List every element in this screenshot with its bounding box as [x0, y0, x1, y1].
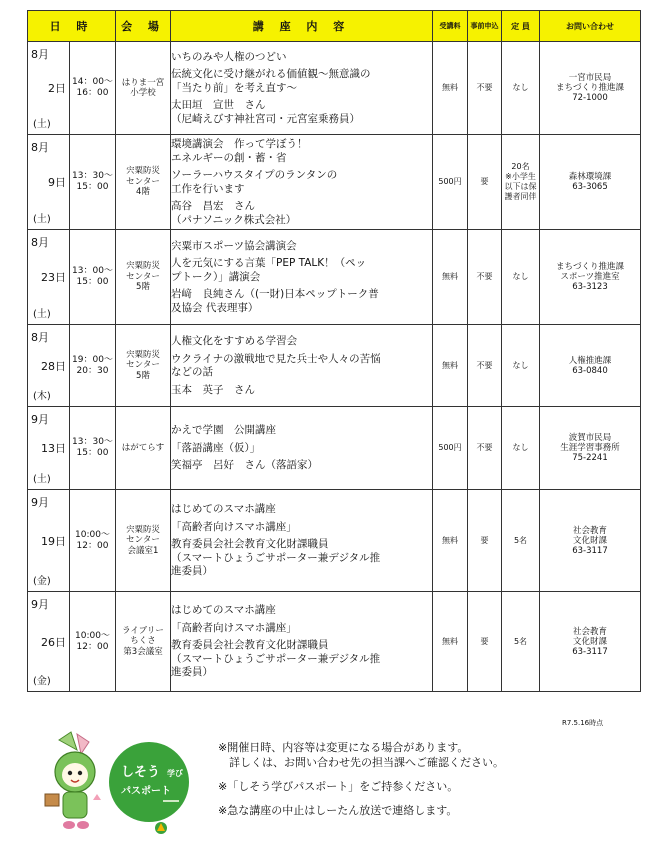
contact-cell — [540, 592, 641, 692]
capacity-cell-line: なし — [512, 272, 529, 281]
capacity-cell-line: 以下は保 — [504, 182, 537, 191]
header-apply: 事前申込 — [468, 11, 502, 42]
contact-cell — [540, 490, 641, 592]
mascot-icon — [45, 732, 101, 829]
venue-cell-line: 会議室1 — [127, 545, 159, 556]
date-cell — [28, 325, 70, 407]
content-line: 「高齢者向けスマホ講座」 — [171, 520, 297, 533]
content-line: 笑福亭 呂好 さん（落語家） — [171, 459, 318, 472]
content-line: 教育委員会社会教育文化財課職員 — [171, 538, 329, 551]
content-line: ウクライナの激戦地で見た兵士や人々の苦悩 — [171, 352, 381, 365]
contact-cell-line: 63-0840 — [572, 365, 608, 376]
date-day: 28日 — [41, 359, 66, 373]
header-capacity: 定 員 — [502, 11, 540, 42]
venue-cell-line: ちくさ — [130, 636, 156, 647]
contact-cell — [540, 230, 641, 325]
venue-cell-line: はりま一宮 — [121, 77, 165, 88]
date-month: 8月 — [31, 141, 49, 154]
content-cell — [171, 407, 433, 490]
contact-cell — [540, 325, 641, 407]
content-line: 人を元気にする言葉「PEP TALK！（ペッ — [171, 257, 367, 270]
date-month: 9月 — [31, 496, 49, 509]
note-2: 詳しくは、お問い合わせ先の担当課へご確認ください。 — [218, 756, 504, 769]
passport-text-1b: 学び — [167, 769, 183, 778]
capacity-cell-line: 5名 — [513, 535, 528, 545]
capacity-cell — [502, 592, 540, 692]
time-cell-line: 13：30～ — [72, 437, 113, 447]
capacity-cell-line: なし — [512, 83, 529, 92]
contact-cell-line: 63-3065 — [572, 182, 608, 192]
content-line: ソーラーハウスタイプのランタンの — [171, 169, 338, 181]
date-month: 8月 — [31, 48, 49, 61]
date-weekday: (土) — [33, 119, 51, 130]
time-cell-line: 16：00 — [76, 88, 109, 98]
header-row — [28, 11, 641, 42]
contact-cell-line: まちづくり推進課 — [556, 83, 624, 93]
content-line: 太田垣 宣世 さん — [171, 99, 266, 112]
contact-cell-line: 社会教育 — [572, 525, 607, 536]
time-cell-line: 12：00 — [76, 540, 109, 551]
notes — [218, 740, 504, 818]
content-line: 教育委員会社会教育文化財課職員 — [171, 639, 329, 652]
time-cell-line: 15：00 — [76, 448, 109, 458]
apply-cell: 要 — [468, 135, 502, 230]
venue-cell-line: 5階 — [136, 370, 150, 381]
content-line: 進委員） — [171, 666, 213, 679]
time-cell-line: 12：00 — [76, 641, 109, 652]
contact-cell-line: 生涯学習事務所 — [560, 443, 620, 453]
time-cell — [70, 407, 116, 490]
capacity-cell — [502, 490, 540, 592]
contact-cell-line: まちづくり推進課 — [556, 262, 624, 272]
content-cell — [171, 42, 433, 135]
time-cell-line: 13：30～ — [72, 171, 113, 181]
content-line: 環境講演会 作って学ぼう！ — [171, 138, 308, 150]
time-cell — [70, 230, 116, 325]
header-fee: 受講料 — [433, 11, 468, 42]
table-row — [28, 230, 641, 325]
content-line: エネルギーの創・蓄・省 — [171, 151, 287, 164]
content-cell — [171, 135, 433, 230]
content-line: いちのみや人権のつどい — [171, 50, 287, 63]
apply-cell: 不要 — [468, 230, 502, 325]
contact-cell — [540, 135, 641, 230]
date-weekday: (土) — [33, 474, 51, 485]
header-datetime: 日 時 — [28, 11, 116, 42]
table-row — [28, 42, 641, 135]
fee-cell: 500円 — [433, 407, 468, 490]
content-line: 宍粟市スポーツ協会講演会 — [171, 239, 297, 252]
note-1: ※開催日時、内容等は変更になる場合があります。 — [218, 741, 469, 754]
time-cell — [70, 490, 116, 592]
date-cell — [28, 135, 70, 230]
time-cell-line: 10:00～ — [75, 529, 110, 540]
note-4: ※急な講座の中止はしーたん放送で連絡します。 — [218, 804, 458, 817]
capacity-cell-line: 20名 — [511, 162, 530, 171]
capacity-cell — [502, 135, 540, 230]
contact-cell-line: 人権推進課 — [568, 355, 612, 366]
content-line: 「高齢者向けスマホ講座」 — [171, 621, 297, 634]
contact-cell-line: 一宮市民局 — [568, 73, 612, 83]
table-row — [28, 135, 641, 230]
content-line: 進委員） — [171, 565, 213, 578]
date-day: 19日 — [41, 534, 66, 548]
table-row — [28, 325, 641, 407]
content-line: （尼崎えびす神社宮司・元宮室乗務員） — [171, 112, 360, 125]
content-line: 岩﨑 良純さん（(一財)日本ペップトーク普 — [171, 288, 379, 301]
content-line: 「当たり前」を考え直す～ — [171, 81, 297, 94]
content-line: はじめてのスマホ講座 — [171, 604, 276, 617]
venue-cell-line: 5階 — [136, 282, 150, 293]
capacity-cell-line: 5名 — [513, 636, 528, 646]
venue-cell-line: 宍粟防災 — [125, 524, 160, 535]
date-cell — [28, 230, 70, 325]
venue-cell — [116, 592, 171, 692]
content-line: かえで学園 公開講座 — [171, 424, 276, 437]
schedule-table — [27, 10, 641, 692]
content-line: （パナソニック株式会社） — [171, 213, 297, 226]
date-weekday: (土) — [33, 309, 51, 320]
date-day: 13日 — [41, 442, 66, 455]
capacity-cell — [502, 407, 540, 490]
venue-cell-line: 宍粟防災 — [125, 261, 160, 272]
date-weekday: (木) — [33, 391, 51, 402]
mascot-passport-logo — [37, 730, 192, 840]
table-row — [28, 490, 641, 592]
contact-cell-line: スポーツ推進室 — [560, 272, 620, 282]
content-cell — [171, 592, 433, 692]
fee-cell: 無料 — [433, 230, 468, 325]
passport-text-1: しそう — [121, 765, 161, 780]
header-content: 講 座 内 容 — [171, 11, 433, 42]
venue-cell-line: 4階 — [136, 187, 150, 198]
venue-cell-line: センター — [126, 535, 160, 546]
time-cell-line: 14：00～ — [72, 77, 113, 87]
date-day: 26日 — [41, 635, 66, 649]
content-cell — [171, 325, 433, 407]
content-line: はじめてのスマホ講座 — [171, 503, 276, 516]
content-cell — [171, 490, 433, 592]
date-day: 9日 — [48, 176, 66, 189]
venue-cell — [116, 407, 171, 490]
venue-cell-line: 宍粟防災 — [125, 349, 160, 360]
venue-cell-line: センター — [126, 271, 160, 282]
content-line: などの話 — [171, 366, 213, 378]
capacity-cell — [502, 230, 540, 325]
venue-cell-line: センター — [126, 360, 160, 371]
date-month: 8月 — [31, 236, 49, 249]
capacity-cell — [502, 325, 540, 407]
table-row — [28, 407, 641, 490]
passport-logo-icon — [109, 742, 189, 834]
fee-cell: 無料 — [433, 42, 468, 135]
venue-cell — [116, 42, 171, 135]
date-weekday: (金) — [33, 676, 51, 687]
venue-cell-line: センター — [126, 176, 160, 187]
fee-cell: 無料 — [433, 490, 468, 592]
fee-cell: 500円 — [433, 135, 468, 230]
time-cell-line: 13：00～ — [72, 266, 113, 276]
content-line: 人権文化をすすめる学習会 — [171, 335, 298, 347]
date-cell — [28, 407, 70, 490]
table-row — [28, 592, 641, 692]
contact-cell-line: 波賀市民局 — [568, 433, 612, 443]
content-line: （スマートひょうごサポーター兼デジタル推 — [171, 551, 381, 564]
content-line: 「落語講座（仮）」 — [171, 441, 261, 454]
apply-cell: 要 — [468, 490, 502, 592]
content-line: 玉本 英子 さん — [171, 383, 255, 396]
date-month: 9月 — [31, 413, 49, 426]
content-line: 伝統文化に受け継がれる価値観～無意識の — [171, 68, 371, 81]
date-month: 9月 — [31, 598, 49, 611]
date-cell — [28, 42, 70, 135]
time-cell-line: 15：00 — [76, 277, 109, 287]
date-cell — [28, 592, 70, 692]
content-line: プトーク）」講演会 — [171, 270, 261, 283]
content-line: 高谷 昌宏 さん — [171, 200, 255, 212]
fee-cell: 無料 — [433, 592, 468, 692]
contact-cell-line: 森林環境課 — [568, 172, 612, 182]
capacity-cell-line: なし — [512, 443, 529, 452]
time-cell-line: 15：00 — [76, 182, 109, 192]
apply-cell: 不要 — [468, 325, 502, 407]
date-day: 23日 — [41, 271, 66, 284]
content-line: 及協会 代表理事） — [171, 301, 259, 314]
date-weekday: (土) — [33, 214, 51, 225]
time-cell — [70, 592, 116, 692]
venue-cell — [116, 230, 171, 325]
header-contact: お問い合わせ — [540, 11, 641, 42]
time-cell-line: 10:00～ — [75, 630, 110, 641]
venue-cell-line: 第3会議室 — [123, 646, 163, 657]
contact-cell-line: 63-3123 — [572, 282, 608, 292]
contact-cell — [540, 42, 641, 135]
contact-cell-line: 63-3117 — [572, 545, 608, 556]
time-cell — [70, 325, 116, 407]
date-weekday: (金) — [33, 576, 51, 587]
contact-cell-line: 63-3117 — [572, 646, 608, 657]
time-cell-line: 20：30 — [76, 365, 109, 376]
apply-cell: 不要 — [468, 42, 502, 135]
venue-cell — [116, 325, 171, 407]
venue-cell-line: 小学校 — [130, 88, 156, 98]
date-cell — [28, 490, 70, 592]
date-day: 2日 — [48, 82, 66, 95]
note-3: ※「しそう学びパスポート」をご持参ください。 — [218, 780, 459, 793]
time-cell — [70, 42, 116, 135]
contact-cell-line: 社会教育 — [572, 626, 607, 637]
contact-cell-line: 72-1000 — [572, 93, 608, 103]
contact-cell — [540, 407, 641, 490]
as-of-date: R7.5.16時点 — [562, 719, 604, 727]
contact-cell-line: 文化財課 — [572, 636, 607, 647]
time-cell-line: 19：00～ — [72, 354, 113, 365]
contact-cell-line: 文化財課 — [572, 535, 607, 546]
venue-cell-line: はがてらす — [121, 442, 165, 453]
capacity-cell-line: 護者同伴 — [504, 192, 537, 201]
apply-cell: 要 — [468, 592, 502, 692]
date-month: 8月 — [31, 331, 49, 344]
venue-cell — [116, 135, 171, 230]
passport-text-2: パスポート — [121, 786, 171, 797]
capacity-cell-line: ※小学生 — [505, 172, 536, 181]
venue-cell-line: 宍粟防災 — [125, 166, 160, 177]
venue-cell — [116, 490, 171, 592]
fee-cell: 無料 — [433, 325, 468, 407]
contact-cell-line: 75-2241 — [572, 453, 608, 463]
header-venue: 会 場 — [116, 11, 171, 42]
content-line: 工作を行います — [171, 182, 245, 195]
content-cell — [171, 230, 433, 325]
apply-cell: 不要 — [468, 407, 502, 490]
capacity-cell-line: なし — [512, 360, 529, 370]
venue-cell-line: ライブリー — [122, 625, 164, 636]
time-cell — [70, 135, 116, 230]
capacity-cell — [502, 42, 540, 135]
content-line: （スマートひょうごサポーター兼デジタル推 — [171, 652, 381, 665]
